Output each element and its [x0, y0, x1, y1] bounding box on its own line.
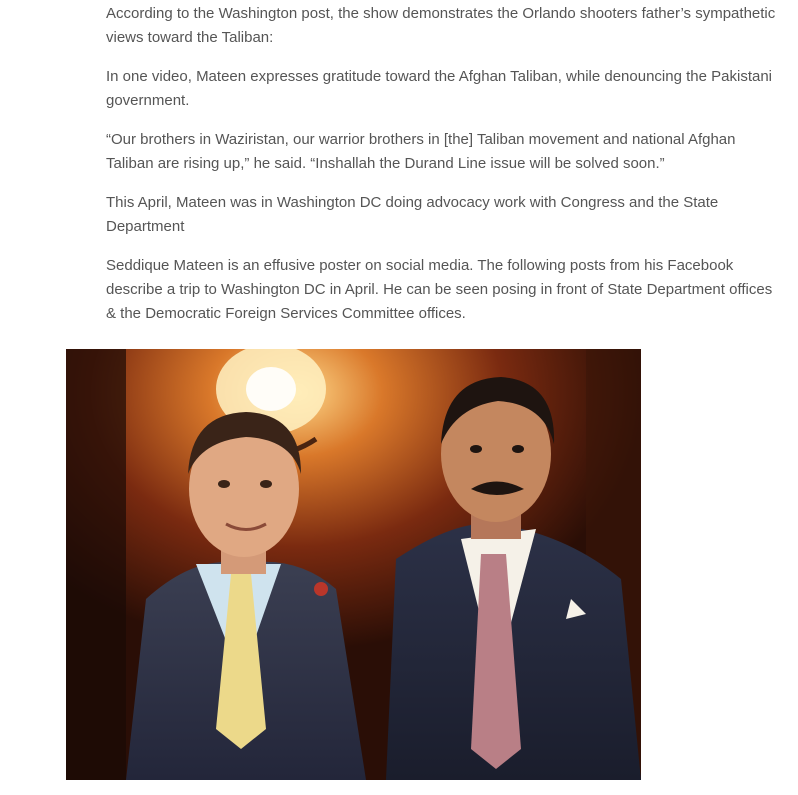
article-paragraph: In one video, Mateen expresses gratitude toward the Afghan Taliban, while denouncing the Pakistani government.: [106, 68, 772, 109]
article-body: [106, 0, 776, 341]
article-paragraph: According to the Washington post, the show demonstrates the Orlando shooters father’s sympathetic views toward the Taliban:: [106, 5, 776, 46]
article-photo: [66, 349, 641, 780]
article-paragraph: Seddique Mateen is an effusive poster on social media. The following posts from his Facebook describe a trip to Washington DC in April. He can be seen posing in front of State Department offices & the Democratic Foreign Services Committee offices.: [106, 257, 773, 322]
article-paragraph: This April, Mateen was in Washington DC doing advocacy work with Congress and the State Department: [106, 194, 719, 235]
article-paragraph: “Our brothers in Waziristan, our warrior brothers in [the] Taliban movement and national Afghan Taliban are rising up,” he said. “Inshallah the Durand Line issue will be solved soon.”: [106, 131, 736, 172]
